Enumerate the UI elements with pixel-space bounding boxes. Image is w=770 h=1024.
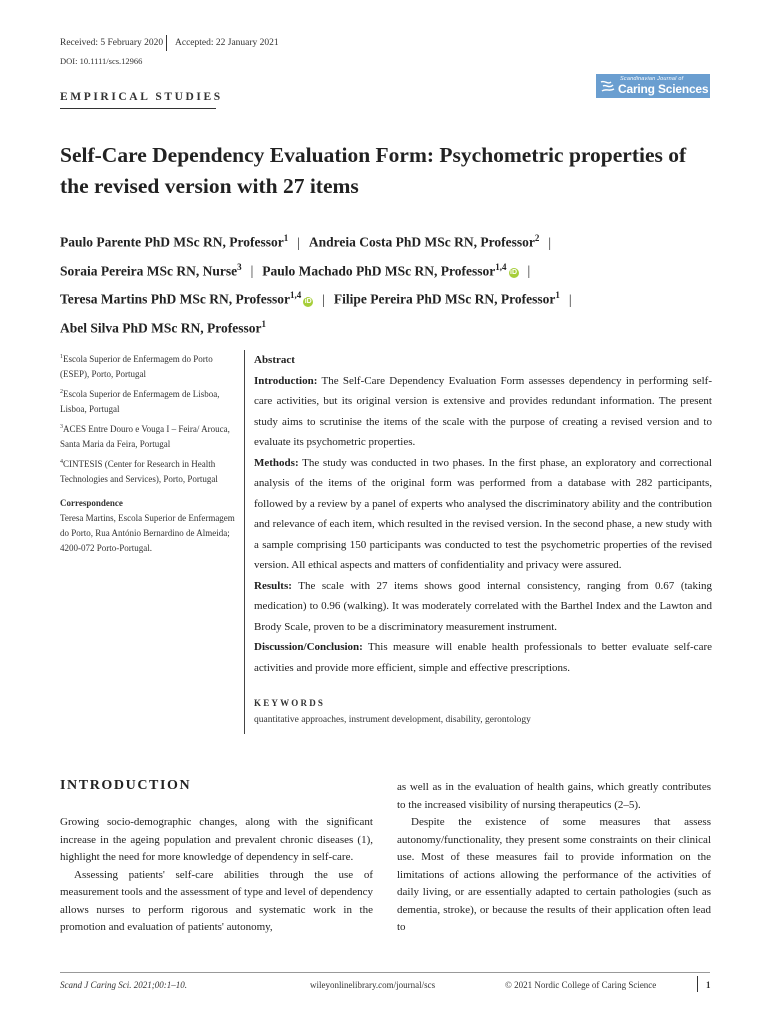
abstract-heading: Abstract	[254, 354, 295, 366]
body-column-right	[397, 779, 711, 937]
author-name[interactable]: Soraia Pereira MSc RN, Nurse	[60, 263, 238, 278]
doi-link[interactable]: DOI: 10.1111/scs.12966	[60, 56, 143, 66]
author-name[interactable]: Paulo Machado PhD MSc RN, Professor	[262, 263, 496, 278]
paragraph: Growing socio-demographic changes, along with the significant increase in the ageing population and prevalent chronic diseases (1), highlight the need for more knowledge of dependency in self-care.	[60, 816, 373, 863]
abstract-discussion: Discussion/Conclusion: This measure will enable health professionals to better evaluate self-care activities and provide more efficient, simple and effective prescriptions.	[254, 641, 712, 674]
abstract-methods: Methods: The study was conducted in two phases. In the first phase, an exploratory and correctional analysis of the items of the original form was performed from a database with 282 participants, followed by a review by a panel of experts who analysed the discriminatory ability and the contribution and relevance of each item, which resulted in the revised version. In the second phase, a new study with a sample comprising 150 participants was conducted to test the psychometric properties of the revised version. All ethical aspects and matters of confidentiality and privacy were assured.	[254, 456, 712, 571]
orcid-icon[interactable]: iD	[304, 297, 312, 305]
author-sup: 2	[534, 233, 540, 243]
article-title: Self-Care Dependency Evaluation Form: Psychometric properties of the revised version with 27 items	[60, 143, 687, 198]
abstract-results: Results: The scale with 27 items shows good internal consistency, ranging from 0.67 (taking medication) to 0.96 (walking). It was moderately correlated with the Barthel Index and the Lawton and Brody Scale, proven to be a discriminatory measurement instrument.	[254, 579, 712, 633]
abstract	[254, 350, 712, 678]
section-label: EMPIRICAL STUDIES	[60, 91, 223, 103]
affiliation: $^4$CINTESIS (Center for Research in Health Technologies and Services), Porto, Portugal	[60, 459, 218, 484]
orcid-icon[interactable]: iD	[510, 269, 518, 276]
meta-divider	[166, 35, 167, 51]
author-name[interactable]: Filipe Pereira PhD MSc RN, Professor	[333, 291, 556, 307]
author-line-4	[60, 312, 720, 341]
section-underline	[60, 108, 216, 109]
footer-url[interactable]: wileyonlinelibrary.com/journal/scs	[310, 980, 436, 990]
author-sup: 1	[555, 290, 560, 300]
column-divider	[244, 350, 245, 734]
correspondence-heading: Correspondence	[60, 498, 123, 508]
affiliation: $^3$ACES Entre Douro e Vouga I – Feira/ Arouca, Santa Maria da Feira, Portugal	[60, 424, 230, 449]
author-sup: 1,4	[495, 261, 507, 272]
affiliations-column	[60, 350, 238, 556]
footer-copyright: © 2021 Nordic College of Caring Science	[505, 980, 657, 990]
author-sup: 3	[237, 261, 242, 272]
affiliation: $^2$Escola Superior de Enfermagem de Lisboa, Lisboa, Portugal	[60, 389, 220, 414]
footer-citation: Scand J Caring Sci. 2021;00:1–10.	[60, 980, 187, 990]
logo-subtitle: Scandinavian Journal of	[620, 76, 684, 82]
keywords-heading: KEYWORDS	[254, 698, 326, 708]
paragraph: as well as in the evaluation of health gains, which greatly contributes to the increased visibility of nursing therapeutics (2–5).	[397, 781, 711, 811]
abstract-introduction: Introduction: The Self-Care Dependency Evaluation Form assesses dependency in performing self-care activities, but its original version is extensive and provides redundant information. The present study aims to scrutinise the items of the scale with the purpose of creating a revised version and to evaluate its psychometric properties.	[254, 374, 712, 448]
paragraph: Despite the existence of some measures that assess autonomy/functionality, they present some constraints on their clinical use. Most of these measures fail to provide information on the limitations of actions allowing the performance of the activities of daily living, or are essentially adapted to certain pathologies (such as dementia, stroke), or because the results of their application often lead to	[397, 816, 711, 933]
page-number: 1	[706, 980, 711, 990]
affiliation: $^1$Escola Superior de Enfermagem do Porto (ESEP), Porto, Portugal	[60, 354, 213, 379]
accepted-date: Accepted: 22 January 2021	[175, 38, 279, 48]
author-sup: 1	[261, 318, 266, 329]
author-sup: 1	[283, 233, 289, 243]
author-name[interactable]: Teresa Martins PhD MSc RN, Professor	[60, 291, 290, 307]
author-list	[60, 226, 720, 340]
author-line-2: Soraia Pereira MSc RN, Nurse$^3$ | Paulo Machado PhD MSc RN, Professor$^{1,4}$iD |	[60, 261, 531, 278]
logo-title: Caring Sciences	[618, 82, 709, 96]
received-date: Received: 5 February 2020	[60, 38, 164, 48]
author-line-3: Teresa Martins PhD MSc RN, Professor$^{1,4}$iD | Filipe Pereira PhD MSc RN, Professor$^1$ |	[60, 290, 572, 307]
author-name[interactable]: Paulo Parente PhD MSc RN, Professor	[60, 234, 284, 250]
keywords-text: quantitative approaches, instrument development, disability, gerontology	[254, 715, 531, 725]
author-line-1: Paulo Parente PhD MSc RN, Professor$^1$ | Andreia Costa PhD MSc RN, Professor$^2$ |	[60, 233, 552, 250]
author-name[interactable]: Abel Silva PhD MSc RN, Professor	[60, 320, 262, 335]
correspondence-text: Teresa Martins, Escola Superior de Enfermagem do Porto, Rua António Bernardino de Almeida; 4200-072 Porto-Portugal.	[60, 513, 235, 553]
introduction-heading: INTRODUCTION	[60, 778, 192, 793]
footer-divider	[697, 976, 698, 992]
body-column-left	[60, 814, 373, 937]
author-name[interactable]: Andreia Costa PhD MSc RN, Professor	[308, 234, 535, 250]
journal-logo-icon	[599, 79, 617, 94]
journal-logo	[596, 74, 710, 98]
author-sup: 1,4	[289, 290, 302, 300]
footer-rule	[60, 972, 710, 973]
paragraph: Assessing patients' self-care abilities through the use of measurement tools and the assessment of type and level of dependency allows nurses to perform rigorous and systematic work in the promotion and evaluation of patients' autonomy,	[60, 868, 373, 933]
